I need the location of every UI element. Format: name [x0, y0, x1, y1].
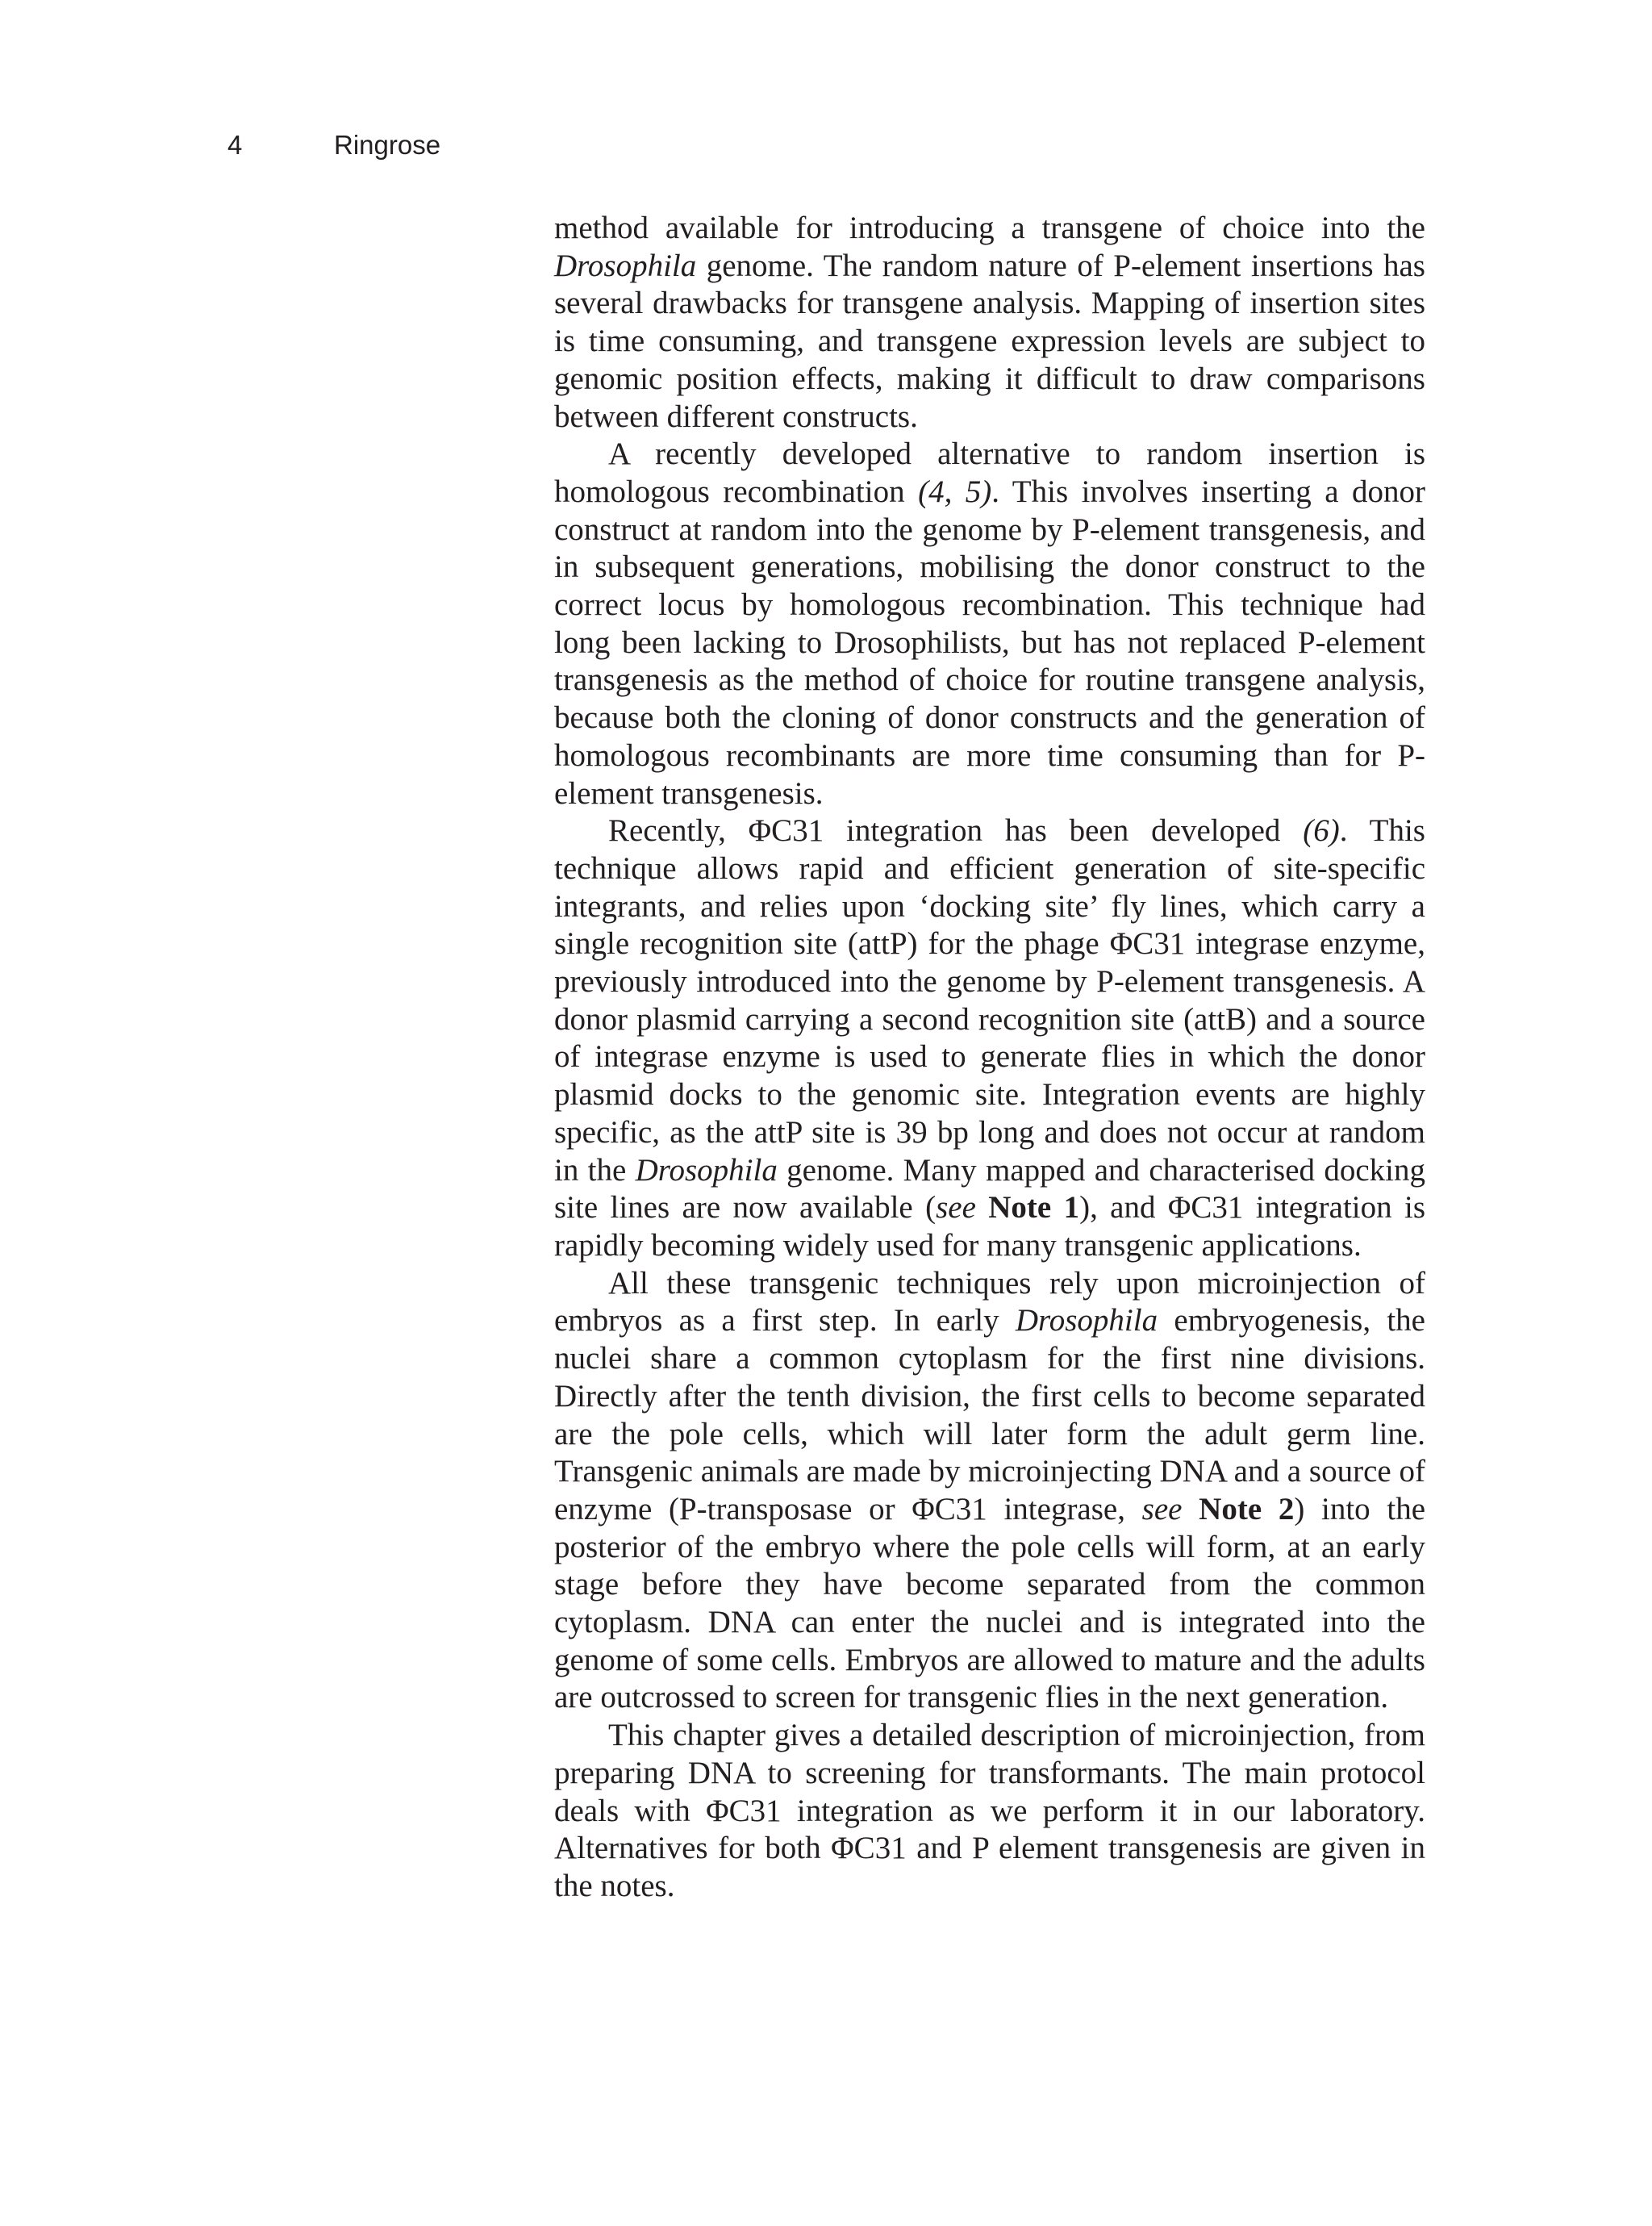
- text-run: . This involves inserting a donor construct at random into the genome by P-element transgenesis, and in subsequent generations, mobilising the donor construct to the correct locus by homologous recombination. This technique had long been lacking to Drosophilists, but has not replaced P-element transgenesis as the method of choice for routine transgene analysis, because both the cloning of donor constructs and the generation of homologous recombinants are more time consuming than for P-element transgenesis.: [554, 474, 1425, 811]
- text-run: All these transgenic techniques rely upon microinjection of embryos as a first step. In early: [554, 1265, 1425, 1339]
- italic-text: Drosophila: [1015, 1303, 1158, 1339]
- text-run: . This technique allows rapid and efficient generation of site-specific integrants, and relies upon ‘docking site’ fly lines, which carry a single recognition site (attP) for the phage ΦC31 integrase enzyme, previously introduced into the genome by P-element transgenesis. A donor plasmid carrying a second recognition site (attB) and a source of integrase enzyme is used to generate flies in which the donor plasmid docks to the genomic site. Integration events are highly specific, as the attP site is 39 bp long and does not occur at random in the: [554, 813, 1425, 1188]
- italic-text: see: [1141, 1491, 1183, 1526]
- citation-ref: (6): [1303, 813, 1340, 849]
- body-text: [554, 210, 1425, 1906]
- running-author: Ringrose: [334, 130, 441, 160]
- page-number: 4: [227, 130, 243, 160]
- text-run: This chapter gives a detailed description of microinjection, from preparing DNA to screening for transformants. The main protocol deals with ΦC31 integration as we perform it in our laboratory. Alternatives for both ΦC31 and P element transgenesis are given in the notes.: [554, 1718, 1425, 1903]
- text-run: [976, 1190, 988, 1225]
- text-run: ), and ΦC31 integration is rapidly becoming widely used for many transgenic applications.: [554, 1190, 1426, 1263]
- note-ref: Note 2: [1199, 1491, 1295, 1526]
- italic-text: see: [936, 1190, 976, 1226]
- text-run: genome. The random nature of P-element insertions has several drawbacks for transgene analysis. Mapping of insertion sites is time consuming, and transgene expression levels are subject to genomic position effects, making it difficult to draw comparisons between different constructs.: [554, 248, 1425, 434]
- italic-text: Drosophila: [635, 1152, 778, 1188]
- paragraph: [554, 812, 1425, 1264]
- text-run: Recently, ΦC31 integration has been developed: [608, 813, 1304, 849]
- text-run: [1182, 1492, 1199, 1526]
- italic-text: Drosophila: [554, 248, 697, 283]
- text-run: ) into the posterior of the embryo where the pole cells will form, at an early stage before they have become separated from the common cytoplasm. DNA can enter the nuclei and is integrated into the genome of some cells. Embryos are allowed to mature and the adults are outcrossed to screen for transgenic flies in the next generation.: [554, 1491, 1425, 1715]
- text-run: method available for introducing a transgene of choice into the: [554, 211, 1425, 245]
- paragraph: [554, 1265, 1425, 1717]
- running-head: [227, 129, 440, 161]
- note-ref: Note 1: [988, 1190, 1080, 1226]
- paragraph: [554, 436, 1425, 812]
- paragraph: [554, 1717, 1425, 1906]
- text-run: A recently developed alternative to random insertion is homologous recombination: [554, 436, 1425, 509]
- text-run: genome. Many mapped and characterised docking site lines are now available (: [554, 1152, 1425, 1226]
- text-run: embryogenesis, the nuclei share a common cytoplasm for the first nine divisions. Directly after the tenth division, the first cells to become separated are the pole cells, which will later form the adult germ line. Transgenic animals are made by microinjecting DNA and a source of enzyme (P-transposase or ΦC31 integrase,: [554, 1303, 1425, 1526]
- paragraph: [554, 210, 1425, 436]
- citation-ref: (4, 5): [918, 474, 992, 509]
